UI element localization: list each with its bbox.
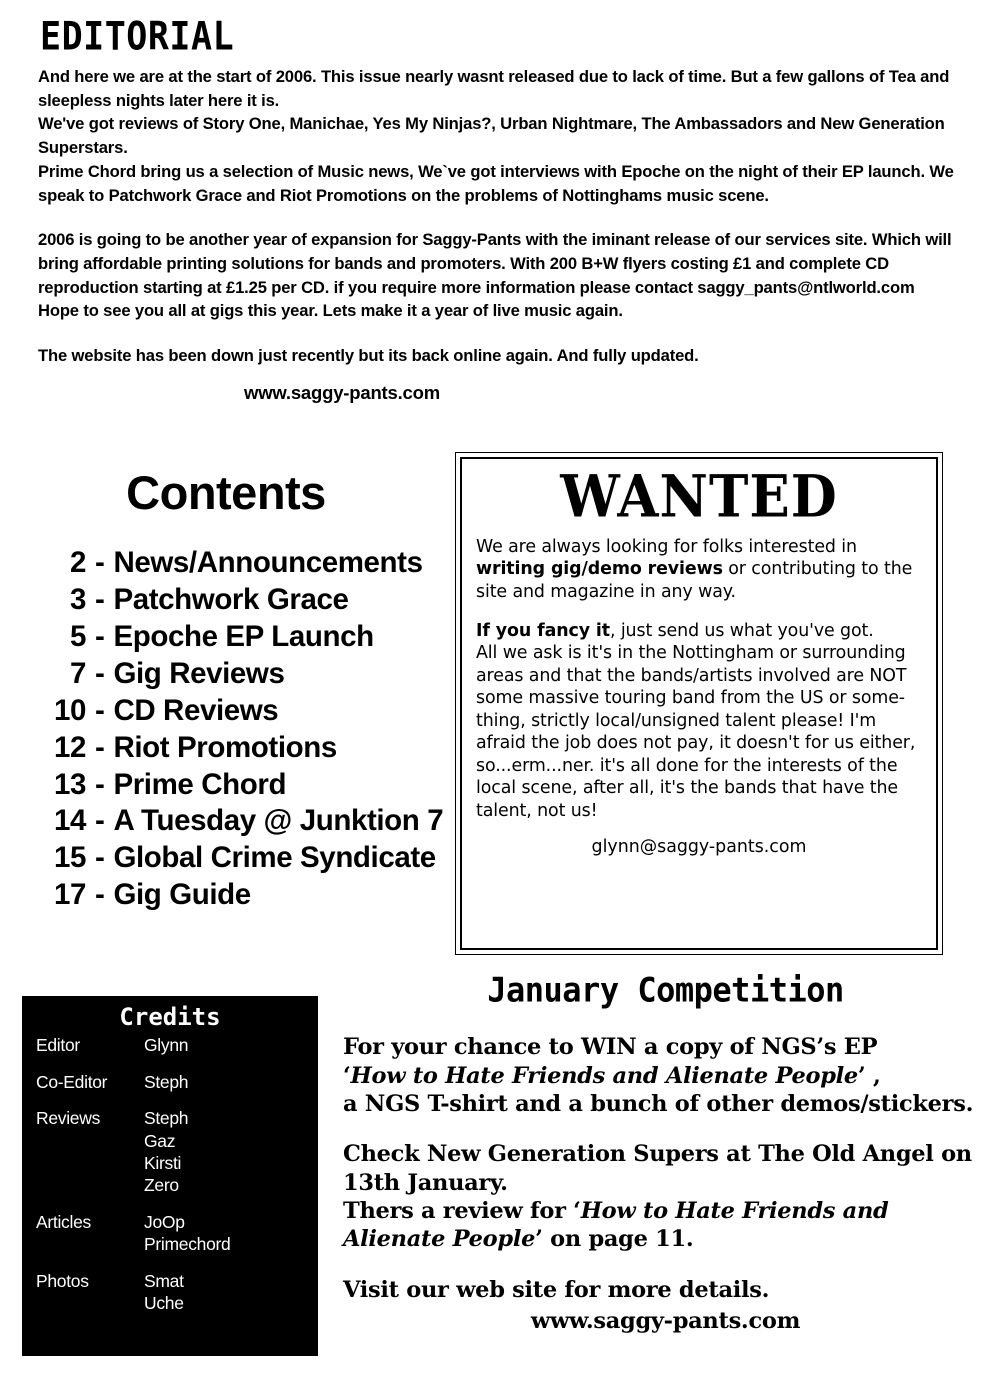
credit-role-label: Reviews <box>36 1108 101 1129</box>
list-item[interactable] <box>12 656 440 693</box>
competition-quote-close: ’ , <box>857 1062 881 1089</box>
editorial-section <box>38 14 968 404</box>
contents-separator: - <box>95 730 105 764</box>
contents-item-title: Gig Reviews <box>113 656 285 690</box>
list-item[interactable] <box>12 730 440 767</box>
competition-heading: January Competition <box>487 969 844 1011</box>
wanted-text-emphasis: writing gig/demo reviews <box>476 559 723 580</box>
contents-page-number: 13 <box>53 767 86 801</box>
credit-name: JoOp <box>144 1211 185 1232</box>
wanted-box-inner-border <box>460 457 938 950</box>
contents-page-number: 14 <box>53 804 86 838</box>
list-item[interactable] <box>12 619 440 656</box>
paragraph-spacer <box>38 207 968 228</box>
contents-heading: Contents <box>126 466 326 519</box>
competition-ep-title: How to Hate Friends and Alienate People <box>350 1062 858 1089</box>
contents-page-number: 2 <box>69 546 86 580</box>
wanted-paragraph-1 <box>476 536 922 603</box>
wanted-text-tail: , just send us what you've got. <box>609 621 874 641</box>
contents-separator: - <box>95 656 105 690</box>
credit-name: Primechord <box>144 1234 231 1255</box>
credit-role-label: Editor <box>36 1035 80 1056</box>
competition-review-tail: ’ on page 11. <box>535 1226 694 1253</box>
contents-item-title: Patchwork Grace <box>113 583 349 617</box>
contents-page-number: 17 <box>53 878 86 912</box>
credit-name: Steph <box>144 1071 189 1092</box>
credit-name: Zero <box>144 1175 179 1196</box>
contents-separator: - <box>95 583 105 617</box>
contents-page-number: 10 <box>53 693 86 727</box>
competition-website-link[interactable]: www.saggy-pants.com <box>530 1307 801 1334</box>
competition-visit-text: Visit our web site for more details. <box>343 1276 770 1303</box>
contents-section <box>12 466 444 914</box>
contents-list <box>12 545 444 914</box>
list-item[interactable] <box>12 545 440 582</box>
credit-row <box>22 1270 318 1315</box>
credit-row <box>22 1211 318 1256</box>
contents-separator: - <box>95 804 105 838</box>
list-item[interactable] <box>12 582 440 619</box>
contents-separator: - <box>95 841 105 875</box>
credit-name: Smat <box>144 1270 184 1291</box>
wanted-text-lead: We are always looking for folks interested in <box>476 536 857 557</box>
credit-name: Steph <box>144 1108 189 1129</box>
competition-line-1: For your chance to WIN a copy of NGS’s EP <box>343 1034 878 1061</box>
contents-page-number: 3 <box>69 583 86 617</box>
paragraph-spacer <box>38 323 968 344</box>
contents-item-title: A Tuesday @ Junktion 7 <box>113 804 444 838</box>
competition-prize-text <box>343 1033 988 1118</box>
competition-ep-title: How to Hate Friends and Alienate People <box>343 1197 889 1253</box>
editorial-paragraph-2: We've got reviews of Story One, Manichae, Yes My Ninjas?, Urban Nightmare, The Ambassadors and New Generation Superstars. <box>38 114 945 158</box>
wanted-text-emphasis: If you fancy it <box>476 621 610 641</box>
credit-names <box>144 1270 184 1315</box>
credit-name: Uche <box>144 1292 184 1313</box>
credit-names <box>144 1107 188 1197</box>
credits-box <box>22 996 318 1356</box>
competition-quote-open: ‘ <box>343 1062 351 1089</box>
contents-item-title: Prime Chord <box>113 767 287 801</box>
editorial-paragraph-3: Prime Chord bring us a selection of Music news, We`ve got interviews with Epoche on the night of their EP launch. We speak to Patchwork Grace and Riot Promotions on the problems of Nottinghams music scene. <box>38 161 954 205</box>
editorial-website-link[interactable]: www.saggy-pants.com <box>244 381 440 403</box>
credit-role-label: Articles <box>36 1211 91 1232</box>
competition-details-text <box>343 1140 988 1253</box>
credit-names <box>144 1071 188 1093</box>
wanted-box <box>455 452 943 955</box>
competition-line-4: Check New Generation Supers at The Old Angel on 13th January. <box>343 1141 972 1196</box>
contents-separator: - <box>95 767 105 801</box>
contents-item-title: Epoche EP Launch <box>113 620 374 654</box>
wanted-paragraph-2 <box>476 620 922 642</box>
competition-line-3: a NGS T-shirt and a bunch of other demos/stickers. <box>343 1090 974 1117</box>
credit-name: Kirsti <box>144 1152 182 1173</box>
credits-heading: Credits <box>119 1003 221 1031</box>
contents-item-title: Gig Guide <box>113 878 251 912</box>
credit-role-label: Co-Editor <box>36 1071 108 1092</box>
list-item[interactable] <box>12 767 440 804</box>
credit-names <box>144 1034 188 1056</box>
list-item[interactable] <box>12 693 440 730</box>
contents-item-title: Global Crime Syndicate <box>113 841 436 875</box>
contents-page-number: 12 <box>53 730 86 764</box>
credit-role-label: Photos <box>36 1270 89 1291</box>
page-title: EDITORIAL <box>40 14 235 60</box>
competition-review-lead: Thers a review for ‘ <box>343 1197 581 1224</box>
list-item[interactable] <box>12 877 440 914</box>
wanted-paragraph-3: All we ask is it's in the Nottingham or surrounding areas and that the bands/artists involved are NOT some massive touring band from the US or some-thing, strictly local/unsigned talent please! I'm afraid the job does not pay, it doesn't for us either, so...erm...ner. it's all done for the interests of the local scene, after all, it's the bands that have the talent, not us! <box>476 643 916 821</box>
contents-page-number: 7 <box>69 656 86 690</box>
paragraph-spacer <box>343 1118 988 1140</box>
contents-item-title: News/Announcements <box>113 546 423 580</box>
credit-name: Gaz <box>144 1130 176 1151</box>
paragraph-spacer <box>476 603 922 620</box>
wanted-heading: WANTED <box>560 462 838 531</box>
wanted-contact-email[interactable]: glynn@saggy-pants.com <box>591 837 807 858</box>
wanted-text-tail: or contributing to the site and magazine in any way. <box>476 559 913 602</box>
contents-page-number: 15 <box>53 841 86 875</box>
competition-section <box>343 969 988 1334</box>
editorial-paragraph-5: Hope to see you all at gigs this year. Lets make it a year of live music again. <box>38 301 623 321</box>
contents-item-title: Riot Promotions <box>113 730 337 764</box>
credit-names <box>144 1211 230 1256</box>
list-item[interactable] <box>12 803 444 840</box>
paragraph-spacer <box>343 1254 988 1276</box>
editorial-paragraph-6: The website has been down just recently but its back online again. And fully updated. <box>38 346 699 366</box>
credit-row <box>22 1034 318 1056</box>
contents-separator: - <box>95 620 105 654</box>
list-item[interactable] <box>12 840 440 877</box>
contents-item-title: CD Reviews <box>113 693 279 727</box>
contents-separator: - <box>95 546 105 580</box>
contents-separator: - <box>95 878 105 912</box>
contents-page-number: 5 <box>69 620 86 654</box>
credit-name: Glynn <box>144 1035 189 1056</box>
credit-row <box>22 1107 318 1197</box>
editorial-paragraph-4: 2006 is going to be another year of expansion for Saggy-Pants with the iminant release of our services site. Which will bring affordable printing solutions for bands and promoters. With 200 B+W flyers costing £1 and complete CD reproduction starting at £1.25 per CD. if you require more information please contact saggy_pants@ntlworld.com <box>38 230 952 297</box>
contents-separator: - <box>95 693 105 727</box>
credit-row <box>22 1071 318 1093</box>
editorial-paragraph-1: And here we are at the start of 2006. This issue nearly wasnt released due to lack of time. But a few gallons of Tea and sleepless nights later here it is. <box>38 67 950 110</box>
